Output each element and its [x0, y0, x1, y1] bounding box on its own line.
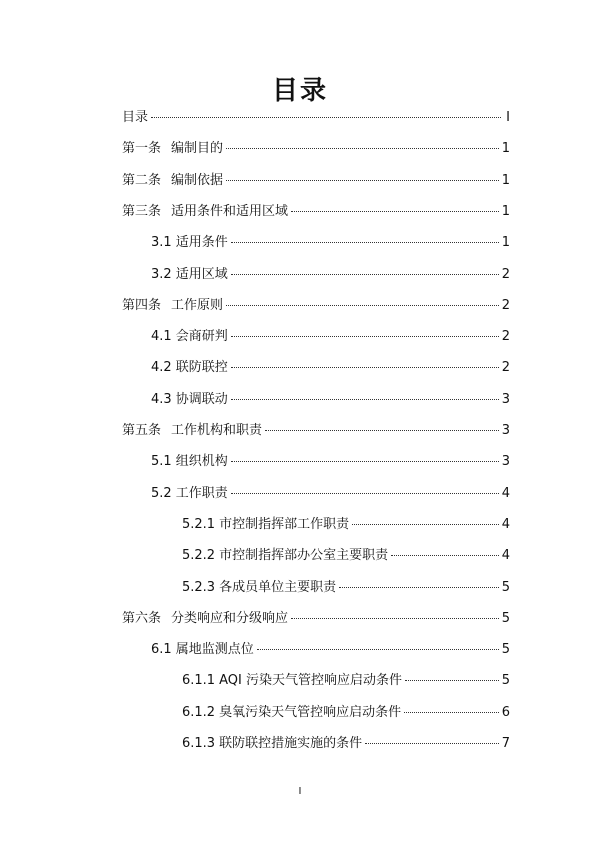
toc-leader-dots	[231, 461, 499, 462]
toc-entry-title: 市控制指挥部工作职责	[219, 516, 350, 532]
toc-entry[interactable]	[182, 548, 510, 564]
toc-entry-title: 适用条件和适用区域	[171, 203, 289, 219]
toc-entry[interactable]	[182, 705, 510, 721]
toc-entry-title: 协调联动	[175, 391, 228, 407]
toc-entry-number: 6.1.1	[182, 673, 216, 689]
toc-leader-dots	[231, 242, 499, 243]
toc-entry[interactable]	[182, 580, 510, 596]
toc-entry-number: 4.2	[151, 360, 172, 376]
toc-leader-dots	[226, 305, 499, 306]
toc-leader-dots	[339, 587, 499, 588]
toc-entry-page: 1	[501, 172, 510, 188]
toc-entry-page: 1	[501, 141, 510, 157]
toc-entry-number: 3.1	[151, 235, 172, 251]
toc-entry-page: 3	[501, 423, 510, 438]
toc-entry-page: 5	[501, 579, 510, 595]
toc-entry-page: 5	[501, 610, 510, 626]
toc-leader-dots	[231, 367, 499, 368]
toc-entry[interactable]	[151, 486, 510, 502]
toc-leader-dots	[291, 211, 499, 212]
toc-leader-dots	[231, 399, 499, 400]
toc-entry-title: 组织机构	[175, 454, 228, 470]
toc-entry-title: 编制依据	[171, 172, 224, 188]
toc-entry-number: 5.2.2	[182, 548, 216, 564]
toc-entry-number: 第四条	[122, 297, 162, 313]
toc-entry-title: 会商研判	[175, 329, 228, 345]
toc-leader-dots	[291, 618, 499, 619]
toc-entry[interactable]	[182, 673, 510, 689]
toc-entry[interactable]	[122, 423, 510, 439]
toc-entry-page: 1	[501, 203, 510, 219]
toc-entry[interactable]	[151, 267, 510, 283]
toc-leader-dots	[265, 430, 499, 431]
toc-entry-number: 6.1.2	[182, 704, 216, 720]
toc-entry-page: 5	[501, 673, 510, 689]
toc-entry[interactable]	[122, 141, 510, 157]
toc-entry-title: 适用条件	[175, 235, 228, 251]
toc-entry-number: 第二条	[122, 172, 162, 188]
toc-entry-number: 3.2	[151, 266, 172, 282]
toc-entry-title: 适用区域	[175, 266, 228, 282]
toc-entry[interactable]	[122, 110, 510, 126]
toc-entry-page: 7	[501, 736, 510, 751]
toc-entry-number: 5.2	[151, 485, 172, 501]
toc-leader-dots	[231, 274, 499, 275]
toc-entry-title: AQI 污染天气管控响应启动条件	[219, 673, 402, 689]
toc-entry-title: 各成员单位主要职责	[219, 579, 337, 595]
toc-entry-title: 臭氧污染天气管控响应启动条件	[219, 704, 402, 720]
toc-entry[interactable]	[151, 454, 510, 470]
toc-entry-page: 2	[501, 297, 510, 313]
toc-leader-dots	[226, 180, 499, 181]
toc-entry-title: 目录	[122, 110, 149, 125]
toc-entry-page: 2	[501, 329, 510, 345]
page-title: 目录	[271, 76, 328, 106]
toc-entry-page: 6	[501, 704, 510, 720]
toc-entry-title: 属地监测点位	[175, 642, 254, 658]
toc-entry[interactable]	[151, 642, 510, 658]
toc-entry[interactable]	[151, 392, 510, 408]
toc-entry-number: 6.1	[151, 642, 172, 658]
toc-entry-number: 4.3	[151, 391, 172, 407]
toc-entry-number: 第六条	[122, 610, 162, 626]
toc-entry[interactable]	[182, 517, 510, 533]
toc-entry-number: 第三条	[122, 203, 162, 219]
toc-entry-title: 联防联控措施实施的条件	[219, 736, 363, 751]
toc-entry-page: 3	[501, 391, 510, 407]
toc-entry[interactable]	[182, 736, 510, 752]
toc-entry-number: 5.1	[151, 454, 172, 470]
toc-entry-number: 第五条	[122, 423, 162, 438]
toc-entry-title: 工作职责	[175, 485, 228, 501]
toc-entry-title: 联防联控	[175, 360, 228, 376]
toc-leader-dots	[231, 493, 499, 494]
toc-entry-title: 市控制指挥部办公室主要职责	[219, 548, 389, 564]
toc-entry-page: 5	[501, 642, 510, 658]
toc-entry-title: 工作原则	[171, 297, 224, 313]
toc-leader-dots	[391, 555, 499, 556]
toc-leader-dots	[257, 649, 499, 650]
page-number: I	[298, 786, 302, 797]
toc-entry-number: 6.1.3	[182, 736, 216, 751]
toc-entry-number: 5.2.3	[182, 579, 216, 595]
toc-leader-dots	[404, 712, 499, 713]
toc-leader-dots	[352, 524, 499, 525]
toc-entry-number: 4.1	[151, 329, 172, 345]
toc-entry-page: I	[506, 110, 510, 125]
toc-entry-page: 4	[501, 485, 510, 501]
toc-entry-page: 1	[501, 235, 510, 251]
toc-entry-page: 4	[501, 548, 510, 564]
toc-entry-title: 工作机构和职责	[171, 423, 263, 438]
toc-entry[interactable]	[122, 298, 510, 314]
toc-entry-page: 4	[501, 516, 510, 532]
toc-leader-dots	[405, 680, 499, 681]
toc-entry[interactable]	[122, 204, 510, 220]
toc-entry[interactable]	[151, 235, 510, 251]
toc-entry-title: 编制目的	[171, 141, 224, 157]
toc-leader-dots	[365, 743, 499, 744]
toc-leader-dots	[226, 148, 499, 149]
toc-entry[interactable]	[151, 329, 510, 345]
toc-entry-number: 5.2.1	[182, 516, 216, 532]
toc-entry[interactable]	[122, 611, 510, 627]
toc-entry-number: 第一条	[122, 141, 162, 157]
toc-entry[interactable]	[151, 360, 510, 376]
toc-entry-page: 3	[501, 454, 510, 470]
toc-leader-dots	[151, 117, 501, 118]
toc-entry-page: 2	[501, 360, 510, 376]
toc-entry[interactable]	[122, 173, 510, 189]
toc-entry-page: 2	[501, 266, 510, 282]
toc-leader-dots	[231, 336, 499, 337]
toc-entry-title: 分类响应和分级响应	[171, 610, 289, 626]
